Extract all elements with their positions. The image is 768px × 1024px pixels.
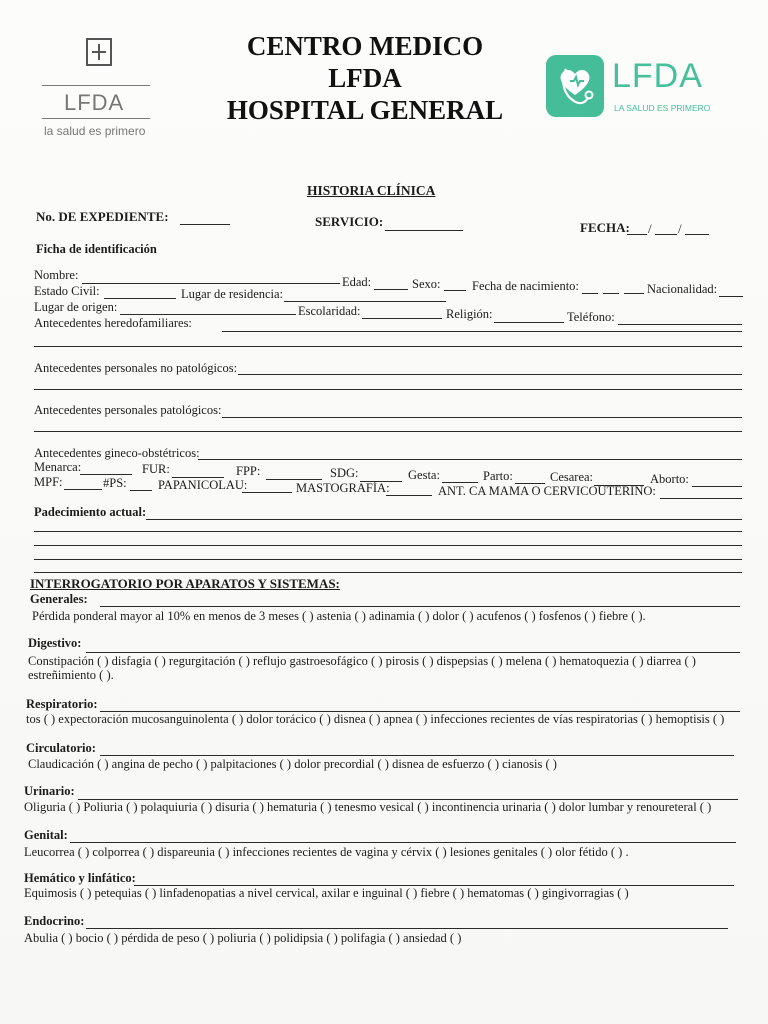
title-line-2: LFDA [328, 63, 402, 93]
padecimiento-field[interactable] [146, 519, 742, 520]
system-text-urinario: Oliguria ( ) Poliuria ( ) polaquiuria ( ) disuria ( ) hematuria ( ) tenesmo vesical ( ) incontinencia urinaria ( ) dolor lumbar y renoureteral ( ) [24, 800, 712, 814]
ficha-heading: Ficha de identificación [36, 242, 157, 256]
logo-right-text: LFDA [612, 57, 703, 95]
fecha-day-field[interactable] [627, 234, 647, 235]
fecha-month-field[interactable] [655, 234, 677, 235]
fecha-nacimiento-label: Fecha de nacimiento: [472, 279, 579, 293]
aborto-field[interactable] [692, 486, 742, 487]
title-line-3: HOSPITAL GENERAL [226, 95, 504, 125]
system-text-generales: Pérdida ponderal mayor al 10% en menos de 3 meses ( ) astenia ( ) adinamia ( ) dolor ( ) acufenos ( ) fosfenos ( ) fiebre ( ). [32, 609, 646, 623]
mastografia-label: MASTOGRAFÍA: [296, 481, 390, 495]
estado-civil-label: Estado Civil: [34, 284, 100, 298]
estado-civil-field[interactable] [104, 298, 176, 299]
gesta-label: Gesta: [408, 468, 440, 482]
fecha-nacimiento-year[interactable] [624, 293, 644, 294]
system-label-genital: Genital: [24, 828, 68, 842]
system-text-digestivo-2: estreñimiento ( ). [28, 668, 114, 682]
gineco-label: Antecedentes gineco-obstétricos: [34, 446, 200, 460]
fpp-field[interactable] [266, 479, 322, 480]
padecimiento-line-2[interactable] [34, 531, 742, 532]
fecha-nacimiento-day[interactable] [582, 293, 598, 294]
telefono-label: Teléfono: [567, 310, 615, 324]
no-patologicos-field[interactable] [238, 374, 742, 375]
heredofamiliares-label: Antecedentes heredofamiliares: [34, 316, 192, 330]
medical-cross-icon [86, 38, 112, 66]
digestivo-field[interactable] [86, 652, 740, 653]
logo-left [42, 34, 152, 144]
patologicos-label: Antecedentes personales patológicos: [34, 403, 222, 417]
nacionalidad-field[interactable] [719, 296, 743, 297]
menarca-label: Menarca: [34, 460, 82, 474]
fur-label: FUR: [142, 462, 170, 476]
sdg-label: SDG: [330, 466, 359, 480]
clinical-history-form: LFDA la salud es primero CENTRO MEDICO LFDA HOSPITAL GENERAL LFDA LA SALUD ES PRIMERO HISTORIA CLÍNICA No. DE EXPEDIENTE: SERVICIO: FECHA: / / Ficha de identificación Nombre: Edad: Sexo: Fecha de nacimiento: Nacionalidad: Estado Civil: Lugar de residencia: Lugar de origen: Escolaridad: Religión: Teléfono: Antecedentes heredofamiliares: Antecedentes personales no patológicos: Antecedentes personales patológicos: Antecedentes gineco-obstétricos: Menarca: FUR: FPP: SDG: Gesta: Parto: Cesarea: Aborto: MPF: #PS: PAPANICOLAU: MASTOGRAFÍA: ANT. CA MAMA O CERVICOUTERINO: Padecimiento actual: INTERROGATORIO POR APARATOS Y SISTEMAS: Generales: Pérdida ponderal mayor al 10% en menos de 3 meses ( ) astenia ( ) adinamia ( ) dolor ( ) acufenos ( ) fosfenos ( ) fiebre ( ). Digestivo: Constipación ( ) disfagia ( ) regurgitación ( ) reflujo gastroesofágico ( ) pirosis ( ) dispepsias ( ) melena ( ) hematoquezia ( ) diarrea ( ) estreñimiento ( ). Respiratorio: tos ( ) expectoración mucosanguinolenta ( ) dolor torácico ( ) disnea ( ) apnea ( ) infecciones recientes de vías respiratorias ( ) hemoptisis ( ) Circulatorio: Claudicación ( ) angina de pecho ( ) palpitaciones ( ) dolor precordial ( ) disnea de esfuerzo ( ) cianosis ( ) Urinario: Oliguria ( ) Poliuria ( ) polaquiuria ( ) disuria ( ) hematuria ( ) tenesmo vesical ( ) incontinencia urinaria ( ) dolor lumbar y renoureteral ( ) Genital: Leucorrea ( ) colporrea ( ) dispareunia ( ) infecciones recientes de vagina y cérvix ( ) lesiones genitales ( ) olor fétido ( ) . Hemático y linfático: Equimosis ( ) petequias ( ) linfadenopatias a nivel cervical, axilar e inguinal ( ) fiebre ( ) hematomas ( ) gingivorragias ( ) Endocrino: Abulia ( ) bocio ( ) pérdida de peso ( ) poliuria ( ) polidipsia ( ) polifagia ( ) ansiedad ( ) [0, 0, 768, 1024]
fpp-label: FPP: [236, 464, 261, 478]
title-line-1: CENTRO MEDICO [246, 31, 484, 61]
ps-label: #PS: [103, 476, 127, 490]
mpf-label: MPF: [34, 475, 63, 489]
nombre-label: Nombre: [34, 268, 79, 282]
system-label-circulatorio: Circulatorio: [26, 741, 96, 755]
parto-label: Parto: [483, 469, 513, 483]
system-text-respiratorio: tos ( ) expectoración mucosanguinolenta ( ) dolor torácico ( ) disnea ( ) apnea ( ) infecciones recientes de vías respiratorias ( ) hemoptisis ( ) [26, 712, 725, 726]
edad-label: Edad: [342, 275, 372, 289]
aborto-label: Aborto: [650, 472, 689, 486]
system-text-genital: Leucorrea ( ) colporrea ( ) dispareunia ( ) infecciones recientes de vagina y cérvix ( ) lesiones genitales ( ) olor fétido ( ) . [24, 845, 629, 859]
escolaridad-label: Escolaridad: [298, 304, 361, 318]
lugar-origen-label: Lugar de origen: [34, 300, 118, 314]
system-text-digestivo: Constipación ( ) disfagia ( ) regurgitación ( ) reflujo gastroesofágico ( ) pirosis ( ) dispepsias ( ) melena ( ) hematoquezia ( ) diarrea ( ) [28, 654, 696, 668]
genital-field[interactable] [70, 842, 736, 843]
expediente-field[interactable] [180, 224, 230, 225]
gineco-field[interactable] [198, 459, 742, 460]
nombre-field[interactable] [82, 283, 340, 284]
papanicolau-field[interactable] [242, 492, 292, 493]
logo-left-tagline: la salud es primero [44, 124, 146, 138]
telefono-field[interactable] [618, 324, 742, 325]
lugar-residencia-field[interactable] [284, 301, 446, 302]
logo-right-tagline: LA SALUD ES PRIMERO [614, 103, 711, 113]
system-label-generales: Generales: [30, 592, 88, 606]
system-text-endocrino: Abulia ( ) bocio ( ) pérdida de peso ( ) poliuria ( ) polidipsia ( ) polifagia ( ) ansiedad ( ) [24, 931, 462, 945]
religion-field[interactable] [494, 322, 564, 323]
system-label-endocrino: Endocrino: [24, 914, 85, 928]
fecha-year-field[interactable] [685, 234, 709, 235]
servicio-field[interactable] [385, 230, 463, 231]
system-text-hematico: Equimosis ( ) petequias ( ) linfadenopatias a nivel cervical, axilar e inguinal ( ) fiebre ( ) hematomas ( ) gingivorragias ( ) [24, 886, 629, 900]
gesta-field[interactable] [442, 482, 478, 483]
generales-field[interactable] [100, 606, 740, 607]
lugar-residencia-label: Lugar de residencia: [181, 287, 284, 301]
servicio-label: SERVICIO: [315, 214, 384, 229]
papanicolau-label: PAPANICOLAU: [158, 478, 248, 492]
menarca-field[interactable] [80, 474, 132, 475]
no-patologicos-label: Antecedentes personales no patológicos: [34, 361, 238, 375]
ps-field[interactable] [130, 490, 152, 491]
form-heading: HISTORIA CLÍNICA [307, 183, 436, 198]
padecimiento-line-4[interactable] [34, 559, 742, 560]
nacionalidad-label: Nacionalidad: [647, 282, 718, 296]
logo-right [546, 55, 746, 125]
system-label-urinario: Urinario: [24, 784, 75, 798]
escolaridad-field[interactable] [362, 318, 442, 319]
padecimiento-line-5[interactable] [34, 572, 742, 573]
interrogatorio-heading: INTERROGATORIO POR APARATOS Y SISTEMAS: [30, 576, 340, 591]
endocrino-field[interactable] [86, 928, 728, 929]
mastografia-field[interactable] [386, 495, 432, 496]
system-label-hematico: Hemático y linfático: [24, 871, 136, 885]
no-patologicos-line-2[interactable] [34, 389, 742, 390]
religion-label: Religión: [446, 307, 493, 321]
circulatorio-field[interactable] [100, 755, 734, 756]
mpf-field[interactable] [64, 489, 102, 490]
expediente-label: No. DE EXPEDIENTE: [36, 209, 169, 224]
heredofamiliares-line-2[interactable] [34, 346, 742, 347]
padecimiento-label: Padecimiento actual: [34, 505, 147, 519]
edad-field[interactable] [374, 289, 408, 290]
sexo-label: Sexo: [412, 277, 441, 291]
sexo-field[interactable] [444, 290, 466, 291]
logo-left-text: LFDA [64, 90, 125, 115]
lugar-origen-field[interactable] [120, 314, 296, 315]
system-text-circulatorio: Claudicación ( ) angina de pecho ( ) palpitaciones ( ) dolor precordial ( ) disnea de esfuerzo ( ) cianosis ( ) [28, 757, 557, 771]
fecha-nacimiento-month[interactable] [603, 293, 619, 294]
patologicos-line-2[interactable] [34, 431, 742, 432]
cesarea-label: Cesarea: [550, 470, 594, 484]
padecimiento-line-3[interactable] [34, 545, 742, 546]
ant-ca-field[interactable] [660, 498, 742, 499]
system-label-respiratorio: Respiratorio: [26, 697, 98, 711]
heredofamiliares-field[interactable] [222, 331, 742, 332]
system-label-digestivo: Digestivo: [28, 636, 82, 650]
fecha-label: FECHA: [580, 220, 630, 235]
ant-ca-label: ANT. CA MAMA O CERVICOUTERINO: [438, 484, 656, 498]
heart-stethoscope-icon [546, 55, 604, 117]
patologicos-field[interactable] [222, 417, 742, 418]
